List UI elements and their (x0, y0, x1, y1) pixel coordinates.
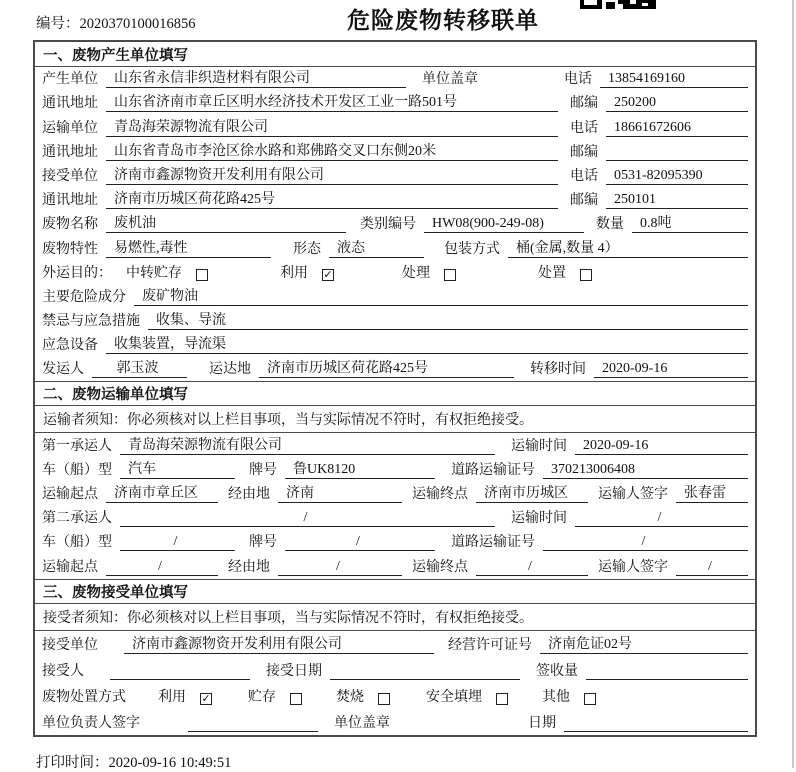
disposal-store-checkbox (290, 693, 302, 705)
accept-unit-value: 济南市鑫源物资开发利用有限公司 (124, 633, 434, 654)
producer-row (35, 67, 755, 91)
sign1-value: 张春雷 (676, 482, 748, 503)
serial-label: 编号： (36, 16, 80, 32)
plate2-value: / (285, 534, 435, 551)
origin-label: 运输起点 (42, 559, 98, 575)
transporter-address-row (35, 140, 755, 164)
section1-header: 一、废物产生单位填写 (35, 42, 755, 67)
disposal-label: 废物处置方式 (42, 689, 126, 705)
receiver-address-value: 济南市历城区荷花路425号 (106, 188, 558, 209)
section2-header: 二、废物运输单位填写 (35, 381, 755, 406)
hazard-row (35, 285, 755, 309)
carrier2-label: 第二承运人 (42, 511, 112, 527)
vehicle1-value: 汽车 (120, 458, 235, 479)
form-value: 液态 (329, 237, 424, 258)
receiver-notice (35, 604, 755, 631)
via1-value: 济南 (278, 482, 402, 503)
permit-label: 经营许可证号 (448, 637, 532, 653)
notice-text: 接受者须知：你必须核对以上栏目事项，当与实际情况不符时，有权拒绝接受。 (43, 610, 533, 626)
date-label: 日期 (528, 715, 556, 731)
unit-seal-label: 单位盖章 (422, 72, 478, 88)
transporter-zip-value (606, 144, 748, 161)
plate-label: 牌号 (249, 462, 277, 478)
purpose-use-label: 利用 (280, 265, 308, 281)
producer-value: 山东省永信非织造材料有限公司 (106, 67, 406, 88)
zip-label: 邮编 (570, 96, 598, 112)
receiver-label: 接受单位 (42, 168, 98, 184)
via2-value: / (278, 559, 402, 576)
taboo-value: 收集、导流 (148, 309, 748, 330)
waste-property-row (35, 236, 755, 260)
receiver-address-row (35, 188, 755, 212)
equipment-label: 应急设备 (42, 338, 98, 354)
transporter-value: 青岛海荣源物流有限公司 (106, 116, 558, 137)
road-license-label: 道路运输证号 (451, 462, 535, 478)
carrier1-value: 青岛海荣源物流有限公司 (120, 434, 495, 455)
plate-label: 牌号 (249, 535, 277, 551)
page-title: 危险废物转移联单 (347, 8, 539, 33)
disposal-other-checkbox (584, 693, 596, 705)
quantity-label: 数量 (596, 217, 624, 233)
address-label: 通讯地址 (42, 193, 98, 209)
category-label: 类别编号 (360, 217, 416, 233)
producer-address-row (35, 91, 755, 115)
carrier2-time-value: / (575, 510, 748, 527)
waste-name-label: 废物名称 (42, 217, 98, 233)
equipment-row (35, 333, 755, 357)
shipper-row (35, 357, 755, 381)
disposal-use-checkbox (200, 693, 212, 705)
hazard-value: 废矿物油 (134, 285, 748, 306)
disposal-store-label: 贮存 (248, 689, 276, 705)
receiver-phone-value: 0531-82095390 (606, 168, 748, 185)
producer-zip-value: 250200 (606, 95, 748, 112)
carrier1-time-value: 2020-09-16 (575, 438, 748, 455)
equipment-value: 收集装置，导流渠 (106, 333, 748, 354)
via-label: 经由地 (228, 487, 270, 502)
notice-text: 运输者须知：你必须核对以上栏目事项，当与实际情况不符时，有权拒绝接受。 (43, 413, 533, 429)
section3-header: 三、废物接受单位填写 (35, 579, 755, 604)
quantity-value: 0.8吨 (632, 212, 748, 233)
shipper-label: 发运人 (42, 362, 84, 378)
address-label: 通讯地址 (42, 144, 98, 160)
category-value: HW08(900-249-08) (424, 216, 584, 233)
property-value: 易燃性,毒性 (106, 237, 271, 258)
disposal-use-label: 利用 (158, 689, 186, 705)
waste-name-value: 废机油 (106, 212, 346, 233)
head-sign-row (35, 709, 755, 735)
print-time-value: 2020-09-16 10:49:51 (108, 755, 232, 771)
accept-date-value (330, 663, 520, 680)
taboo-row (35, 309, 755, 333)
purpose-dispose-checkbox (580, 269, 592, 281)
unit-seal-label: 单位盖章 (334, 715, 390, 731)
page-edge-line (792, 0, 794, 768)
purpose-label: 外运目的： (42, 265, 112, 281)
producer-phone-value: 13854169160 (600, 71, 748, 88)
transfer-time-label: 转移时间 (530, 362, 586, 378)
acceptor-label: 接受人 (42, 663, 84, 679)
transporter-sign-label: 运输人签字 (598, 487, 668, 502)
transport-time-label: 运输时间 (511, 438, 567, 454)
end2-value: / (476, 559, 588, 576)
origin1-value: 济南市章丘区 (106, 482, 218, 503)
shipper-value: 郭玉波 (92, 357, 187, 378)
transporter-sign-label: 运输人签字 (598, 559, 668, 575)
acceptor-value (110, 663, 250, 680)
destination-label: 运达地 (209, 362, 251, 378)
via-label: 经由地 (228, 559, 270, 575)
transporter-phone-value: 18661672606 (606, 120, 748, 137)
received-qty-value (586, 663, 748, 680)
taboo-label: 禁忌与应急措施 (42, 314, 140, 330)
accept-date-label: 接受日期 (266, 663, 322, 679)
carrier1-row (35, 433, 755, 457)
end-label: 运输终点 (412, 559, 468, 575)
zip-label: 邮编 (570, 144, 598, 160)
zip-label: 邮编 (570, 193, 598, 209)
disposal-burn-label: 焚烧 (336, 689, 364, 705)
receiver-value: 济南市鑫源物资开发利用有限公司 (106, 164, 558, 185)
qr-code-fragment (580, 0, 656, 10)
disposal-landfill-label: 安全填埋 (426, 689, 482, 705)
disposal-landfill-checkbox (496, 693, 508, 705)
transporter-address-value: 山东省青岛市李沧区徐水路和郑佛路交叉口东侧20米 (106, 140, 558, 161)
receiver-row (35, 164, 755, 188)
waste-name-row (35, 212, 755, 236)
phone-label: 电话 (570, 168, 598, 184)
phone-label: 电话 (570, 120, 598, 136)
serial-value: 2020370100016856 (79, 16, 196, 32)
vehicle2-row (35, 530, 755, 554)
purpose-row (35, 261, 755, 285)
end1-value: 济南市历城区 (476, 482, 588, 503)
destination-value: 济南市历城区荷花路425号 (259, 357, 514, 378)
packing-value: 桶(金属,数量 4） (508, 237, 748, 258)
vehicle2-value: / (120, 534, 235, 551)
origin2-value: / (106, 559, 218, 576)
date-value (564, 715, 748, 732)
head-sign-label: 单位负责人签字 (42, 715, 140, 731)
purpose-treat-checkbox (444, 269, 456, 281)
form-label: 形态 (293, 241, 321, 257)
print-time (36, 751, 231, 772)
checkmark: ✓ (201, 691, 211, 705)
packing-label: 包装方式 (444, 241, 500, 257)
manifest-form (33, 40, 757, 737)
disposal-method-row (35, 683, 755, 709)
purpose-use-checkbox (322, 269, 334, 281)
transport-time-label: 运输时间 (511, 511, 567, 527)
vehicle-label: 车（船）型 (42, 535, 112, 551)
route2-row (35, 554, 755, 578)
transfer-time-value: 2020-09-16 (594, 361, 748, 378)
phone-label: 电话 (564, 72, 592, 88)
vehicle1-row (35, 458, 755, 482)
print-time-label: 打印时间： (36, 755, 109, 771)
carrier1-label: 第一承运人 (42, 438, 112, 454)
property-label: 废物特性 (42, 241, 98, 257)
transporter-label: 运输单位 (42, 120, 98, 136)
purpose-dispose-label: 处置 (538, 265, 566, 281)
origin-label: 运输起点 (42, 487, 98, 502)
hazard-label: 主要危险成分 (42, 289, 126, 305)
accept-unit-row (35, 631, 755, 657)
road-license-label: 道路运输证号 (451, 535, 535, 551)
route1-row (35, 482, 755, 506)
permit-value: 济南危证02号 (540, 633, 748, 654)
head-sign-value (188, 715, 318, 732)
disposal-burn-checkbox (378, 693, 390, 705)
disposal-other-label: 其他 (542, 689, 570, 705)
acceptor-row (35, 657, 755, 683)
license1-value: 370213006408 (543, 462, 748, 479)
carrier2-row (35, 506, 755, 530)
end-label: 运输终点 (412, 487, 468, 502)
receiver-zip-value: 250101 (606, 192, 748, 209)
carrier2-value: / (120, 510, 495, 527)
producer-label: 产生单位 (42, 72, 98, 88)
checkmark: ✓ (323, 267, 333, 281)
producer-address-value: 山东省济南市章丘区明水经济技术开发区工业一路501号 (106, 91, 558, 112)
purpose-transfer-label: 中转贮存 (126, 265, 182, 281)
transporter-row (35, 115, 755, 139)
address-label: 通讯地址 (42, 96, 98, 112)
purpose-transfer-checkbox (196, 269, 208, 281)
transporter-notice (35, 406, 755, 433)
purpose-treat-label: 处理 (402, 265, 430, 281)
received-qty-label: 签收量 (536, 663, 578, 679)
plate1-value: 鲁UK8120 (285, 458, 435, 479)
vehicle-label: 车（船）型 (42, 462, 112, 478)
accept-unit-label: 接受单位 (42, 637, 98, 653)
license2-value: / (543, 534, 748, 551)
sign2-value: / (676, 559, 748, 576)
